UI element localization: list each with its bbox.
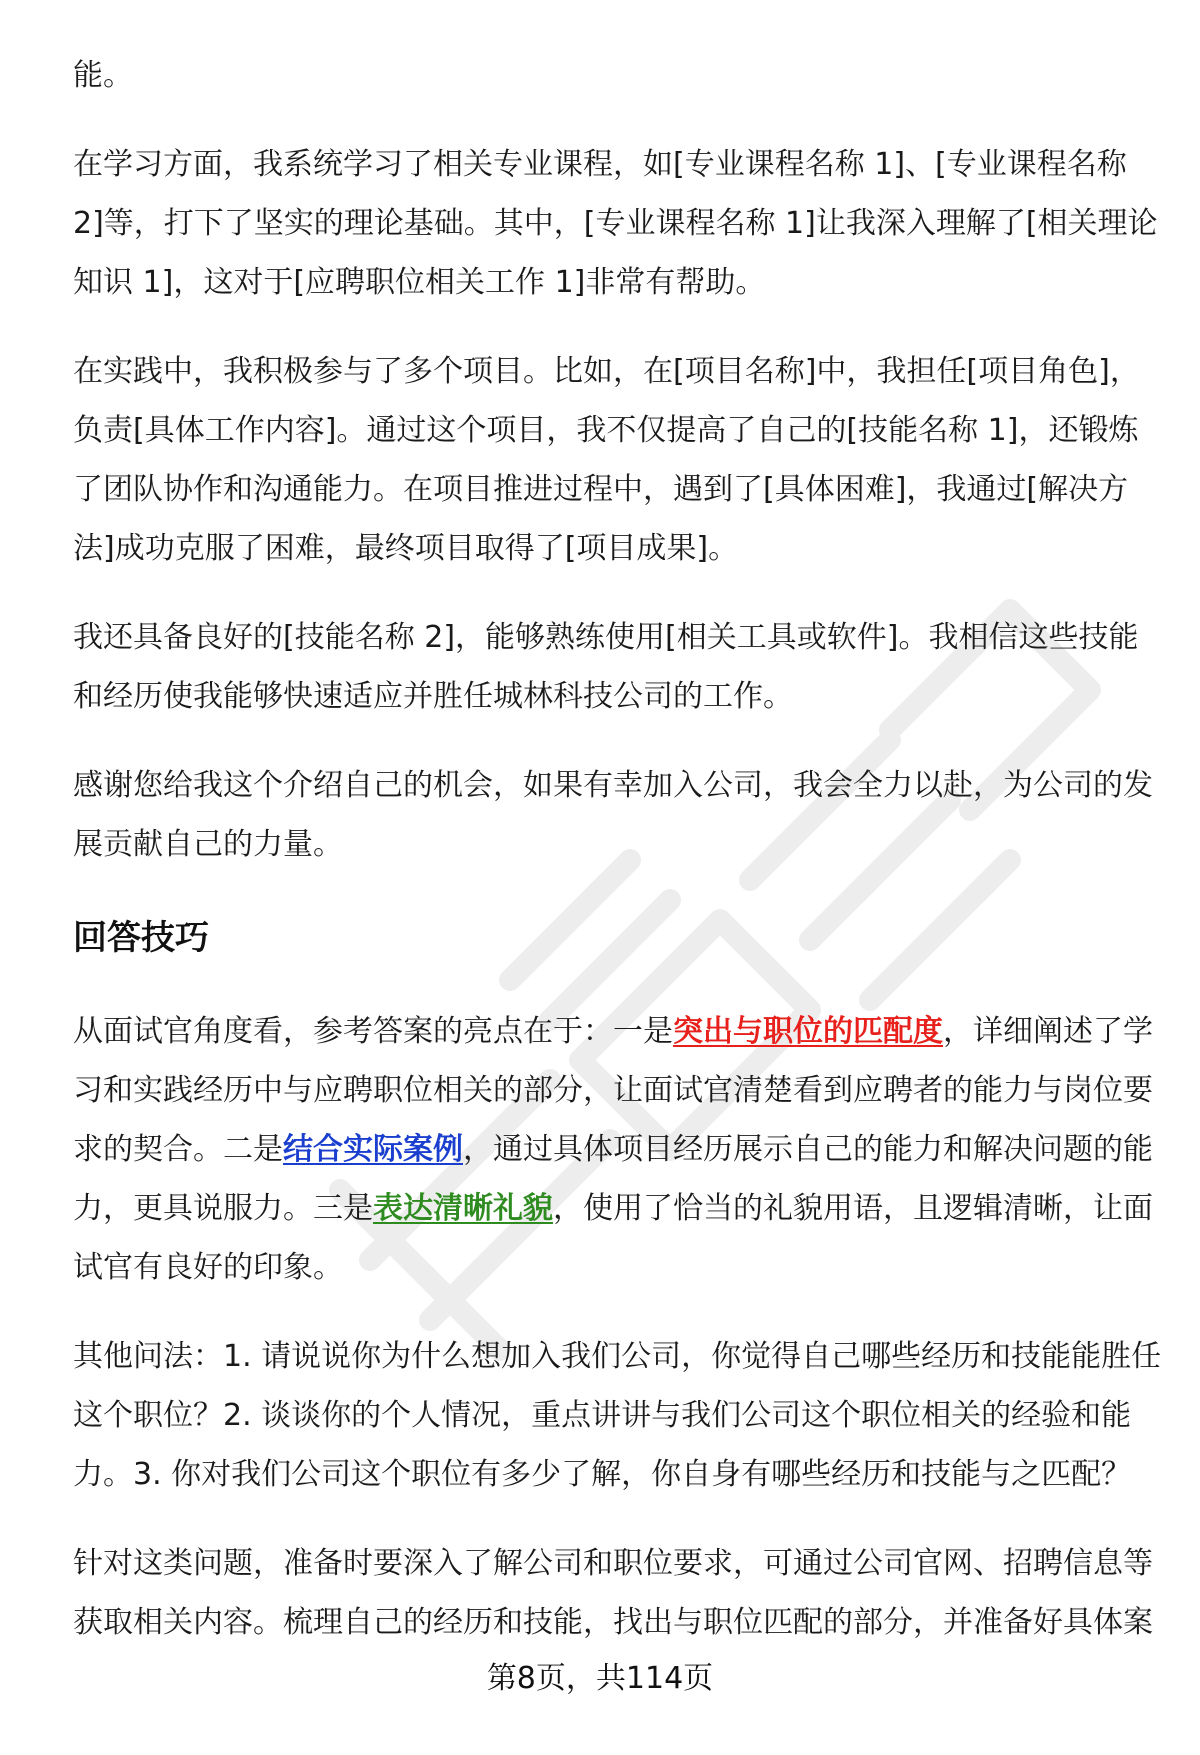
- highlight-match: 突出与职位的匹配度: [673, 1014, 943, 1049]
- tips-text-4: ，使用了恰当的礼貌用语，且逻辑清晰，让面试官有良好的印象。: [73, 1191, 1153, 1285]
- paragraph-practice: 在实践中，我积极参与了多个项目。比如，在[项目名称]中，我担任[项目角色]，负责[具体工作内容]。通过这个项目，我不仅提高了自己的[技能名称 1]，还锻炼了团队协作和沟通能力。在项目推进过程中，遇到了[具体困难]，我通过[解决方法]成功克服了困难，最终项目取得了[项目成果]。: [73, 354, 1140, 566]
- paragraph-study: 在学习方面，我系统学习了相关专业课程，如[专业课程名称 1]、[专业课程名称 2]等，打下了坚实的理论基础。其中，[专业课程名称 1]让我深入理解了[相关理论知识 1]，这对于[应聘职位相关工作 1]非常有帮助。: [73, 147, 1158, 300]
- paragraph-continuation: 能。: [73, 58, 133, 93]
- paragraph-preparation: 针对这类问题，准备时要深入了解公司和职位要求，可通过公司官网、招聘信息等获取相关内容。梳理自己的经历和技能，找出与职位匹配的部分，并准备好具体案: [73, 1546, 1153, 1640]
- paragraph-thanks: 感谢您给我这个介绍自己的机会，如果有幸加入公司，我会全力以赴，为公司的发展贡献自己的力量。: [73, 768, 1153, 862]
- highlight-polite: 表达清晰礼貌: [373, 1191, 553, 1226]
- document-body: [73, 46, 1163, 1652]
- tips-text-2: ，详细阐述了学习和实践经历中与应聘职位相关的部分，让面试官清楚看到应聘者的能力与岗位要求的契合。二是: [73, 1014, 1153, 1167]
- highlight-cases: 结合实际案例: [283, 1132, 463, 1167]
- tips-text-1: 从面试官角度看，参考答案的亮点在于：一是: [73, 1014, 673, 1049]
- section-heading: 回答技巧: [73, 918, 209, 958]
- paragraph-skills: 我还具备良好的[技能名称 2]，能够熟练使用[相关工具或软件]。我相信这些技能和经历使我能够快速适应并胜任城林科技公司的工作。: [73, 620, 1139, 714]
- paragraph-tips: [73, 1002, 1163, 1297]
- page-number-footer: 第8页，共114页: [486, 1661, 714, 1696]
- tips-text-3: ，通过具体项目经历展示自己的能力和解决问题的能力，更具说服力。三是: [73, 1132, 1153, 1226]
- paragraph-other-questions: 其他问法：1. 请说说你为什么想加入我们公司，你觉得自己哪些经历和技能能胜任这个职位？2. 谈谈你的个人情况，重点讲讲与我们公司这个职位相关的经验和能力。3. 你对我们公司这个职位有多少了解，你自身有哪些经历和技能与之匹配？: [73, 1339, 1162, 1492]
